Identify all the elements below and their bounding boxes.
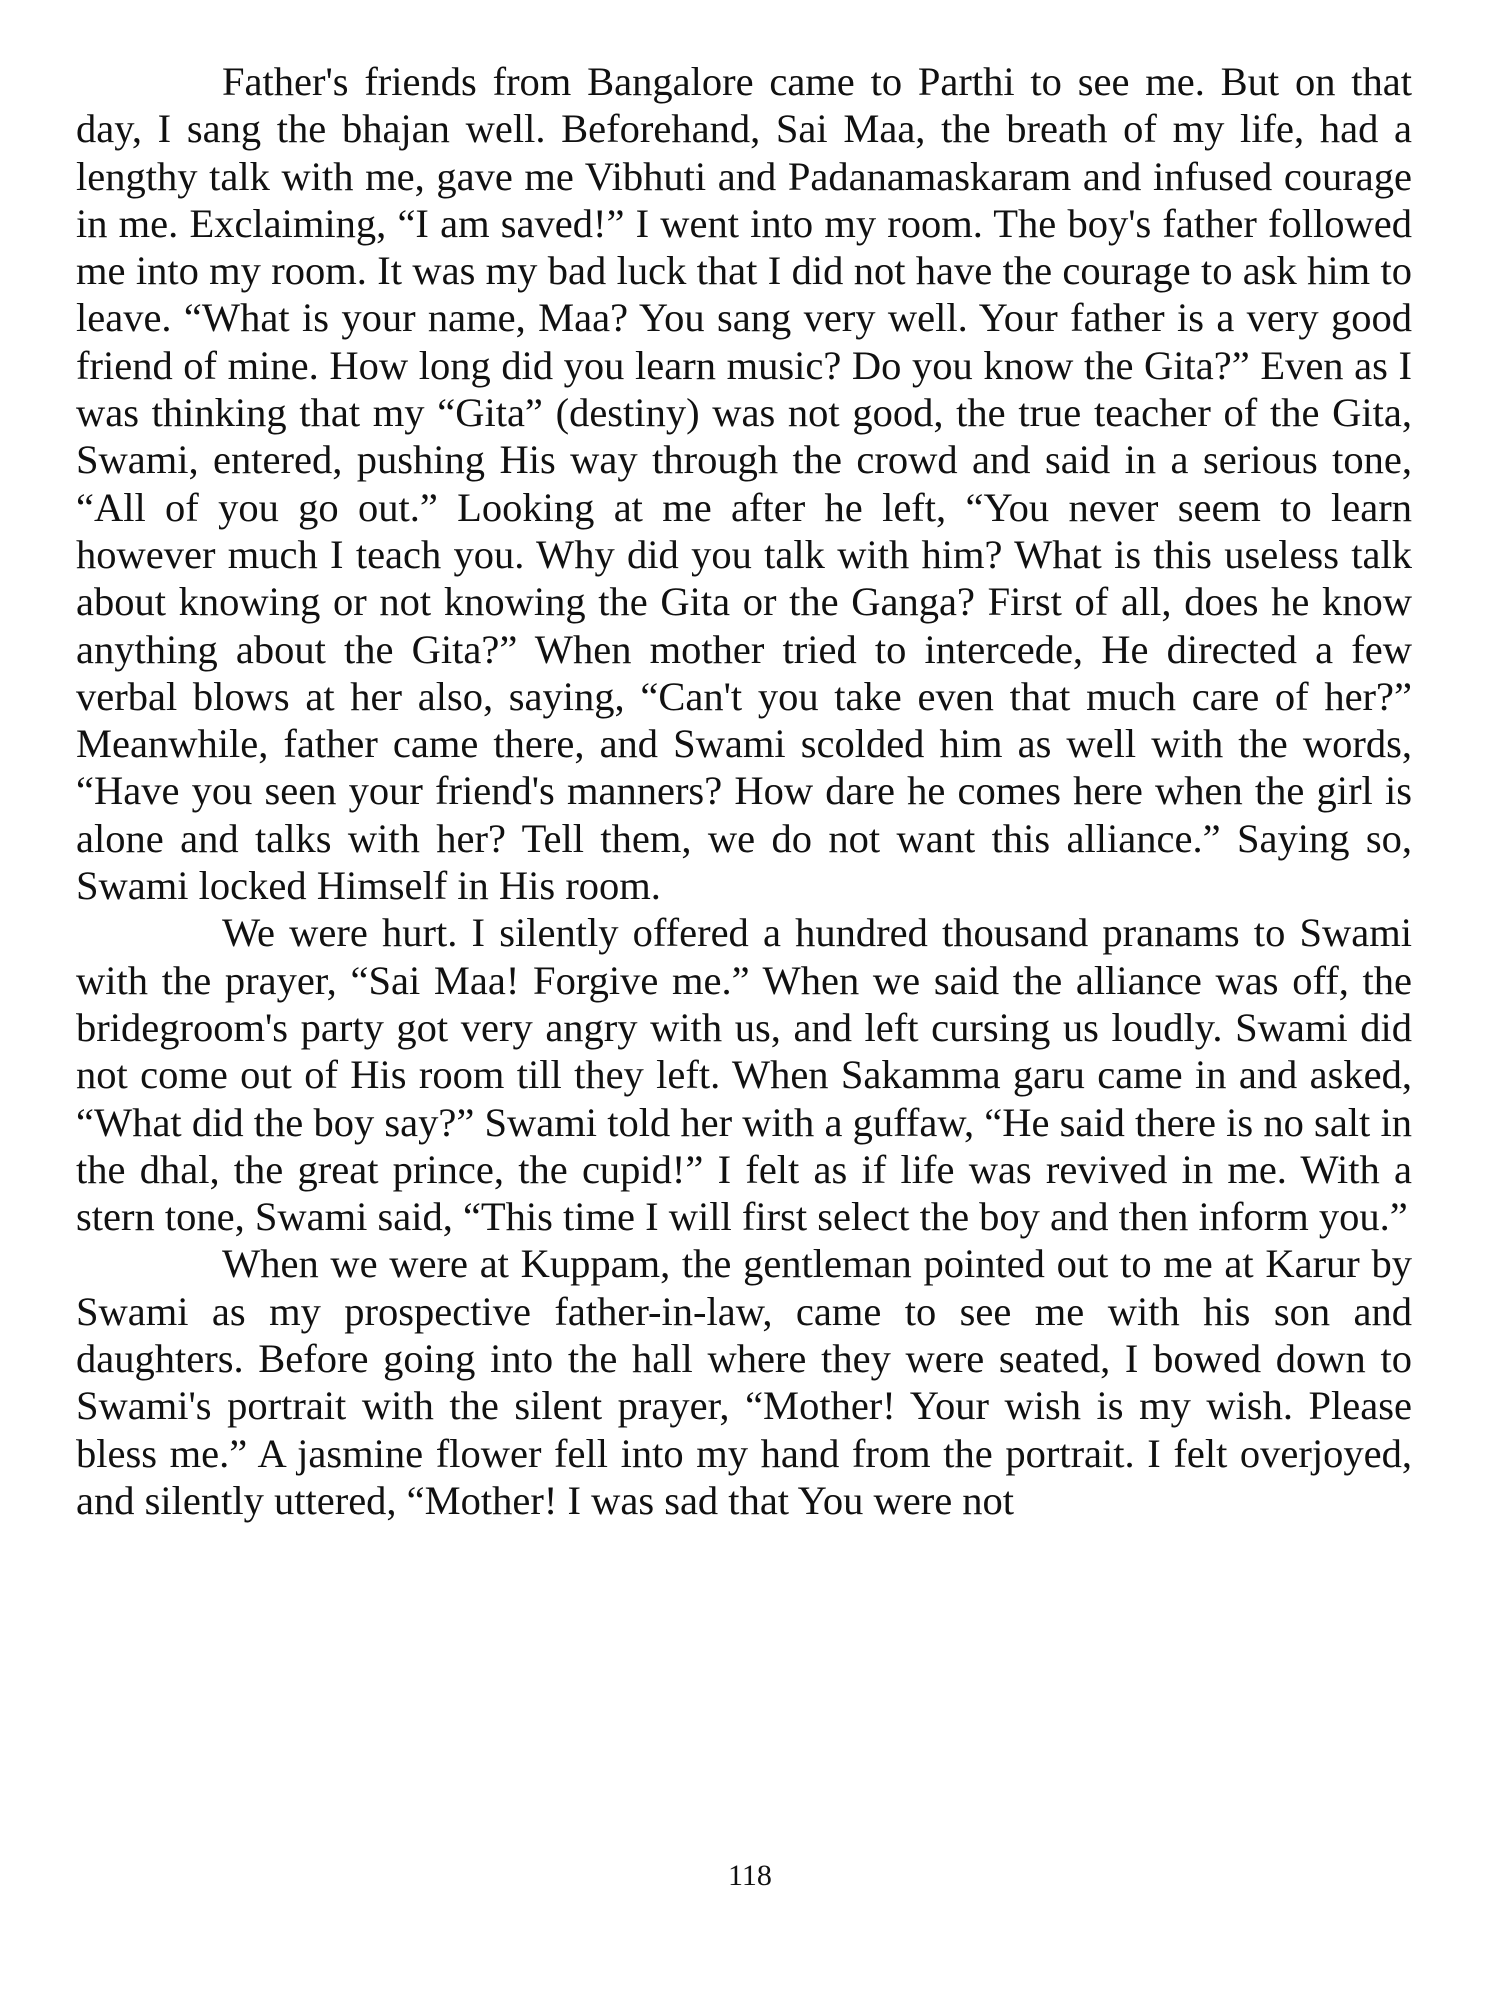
page-number: 118: [728, 1859, 772, 1892]
paragraph-1: Father's friends from Bangalore came to Parthi to see me. But on that day, I sang the bhajan well. Beforehand, Sai Maa, the breath of my life, had a lengthy talk with me, gave me Vibhuti and Padanamaskaram and infused courage in me. Exclaiming, “I am saved!” I went into my room. The boy's father followed me into my room. It was my bad luck that I did not have the courage to ask him to leave. “What is your name, Maa? You sang very well. Your father is a very good friend of mine. How long did you learn music? Do you know the Gita?” Even as I was thinking that my “Gita” (destiny) was not good, the true teacher of the Gita, Swami, entered, pushing His way through the crowd and said in a serious tone, “All of you go out.” Looking at me after he left, “You never seem to learn however much I teach you. Why did you talk with him? What is this useless talk about knowing or not knowing the Gita or the Ganga? First of all, does he know anything about the Gita?” When mother tried to intercede, He directed a few verbal blows at her also, saying, “Can't you take even that much care of her?” Meanwhile, father came there, and Swami scolded him as well with the words, “Have you seen your friend's manners? How dare he comes here when the girl is alone and talks with her? Tell them, we do not want this alliance.” Saying so, Swami locked Himself in His room.: [76, 59, 1412, 909]
paragraph-3: When we were at Kuppam, the gentleman pointed out to me at Karur by Swami as my prospective father-in-law, came to see me with his son and daughters. Before going into the hall where they were seated, I bowed down to Swami's portrait with the silent prayer, “Mother! Your wish is my wish. Please bless me.” A jasmine flower fell into my hand from the portrait. I felt overjoyed, and silently uttered, “Mother! I was sad that You were not: [76, 1241, 1412, 1523]
paragraph-2: We were hurt. I silently offered a hundred thousand pranams to Swami with the prayer, “Sai Maa! Forgive me.” When we said the alliance was off, the bridegroom's party got very angry with us, and left cursing us loudly. Swami did not come out of His room till they left. When Sakamma garu came in and asked, “What did the boy say?” Swami told her with a guffaw, “He said there is no salt in the dhal, the great prince, the cupid!” I felt as if life was revived in me. With a stern tone, Swami said, “This time I will first select the boy and then inform you.”: [76, 910, 1412, 1240]
body-text: [76, 58, 1412, 1524]
